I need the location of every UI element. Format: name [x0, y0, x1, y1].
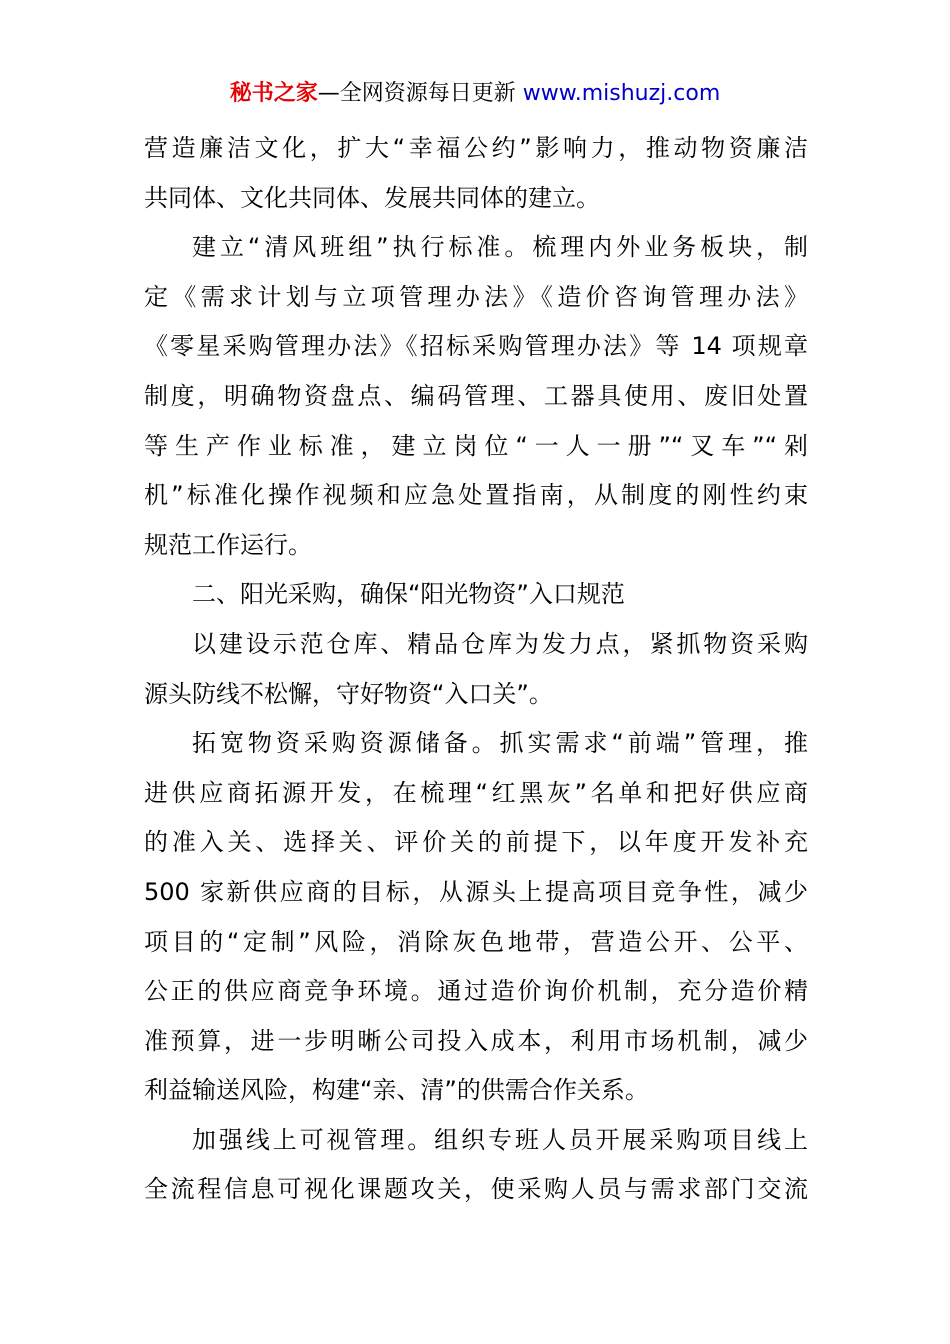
text-line: 500 家新供应商的目标，从源头上提高项目竞争性，减少	[144, 877, 808, 906]
text-line: 加强线上可视管理。组织专班人员开展采购项目线上	[192, 1125, 808, 1154]
text-line: 《零星采购管理办法》《招标采购管理办法》等 14 项规章	[144, 332, 808, 361]
text-line: 等生产作业标准，建立岗位“一人一册”“叉车”“剁	[144, 431, 808, 460]
text-line: 共同体、文化共同体、发展共同体的建立。	[144, 183, 600, 212]
site-header	[0, 78, 950, 110]
text-line: 公正的供应商竞争环境。通过造价询价机制，充分造价精	[144, 977, 808, 1006]
text-line: 营造廉洁文化，扩大“幸福公约”影响力，推动物资廉洁	[144, 134, 808, 162]
document-body	[144, 124, 808, 1215]
text-line: 机”标准化操作视频和应急处置指南，从制度的刚性约束	[144, 481, 808, 510]
site-url-link[interactable]: www.mishuzj.com	[522, 81, 721, 106]
site-brand: 秘书之家	[229, 81, 318, 106]
text-line: 规范工作运行。	[144, 530, 312, 559]
section-heading: 二、阳光采购，确保“阳光物资”入口规范	[192, 580, 625, 609]
text-line: 拓宽物资采购资源储备。抓实需求“前端”管理，推	[192, 729, 808, 758]
text-line: 定《需求计划与立项管理办法》《造价咨询管理办法》	[144, 282, 808, 311]
site-tagline: —全网资源每日更新	[317, 81, 523, 106]
text-line: 进供应商拓源开发，在梳理“红黑灰”名单和把好供应商	[144, 778, 808, 807]
text-line: 的准入关、选择关、评价关的前提下，以年度开发补充	[144, 828, 808, 857]
text-line: 源头防线不松懈，守好物资“入口关”。	[144, 679, 553, 708]
text-line: 全流程信息可视化课题攻关，使采购人员与需求部门交流	[144, 1175, 808, 1204]
text-line: 制度，明确物资盘点、编码管理、工器具使用、废旧处置	[144, 381, 808, 410]
text-line: 利益输送风险，构建“亲、清”的供需合作关系。	[144, 1076, 649, 1105]
text-line: 以建设示范仓库、精品仓库为发力点，紧抓物资采购	[192, 629, 808, 658]
text-line: 准预算，进一步明晰公司投入成本，利用市场机制，减少	[144, 1026, 808, 1055]
text-line: 建立“清风班组”执行标准。梳理内外业务板块，制	[192, 233, 808, 262]
text-line: 项目的“定制”风险，消除灰色地带，营造公开、公平、	[144, 927, 808, 956]
